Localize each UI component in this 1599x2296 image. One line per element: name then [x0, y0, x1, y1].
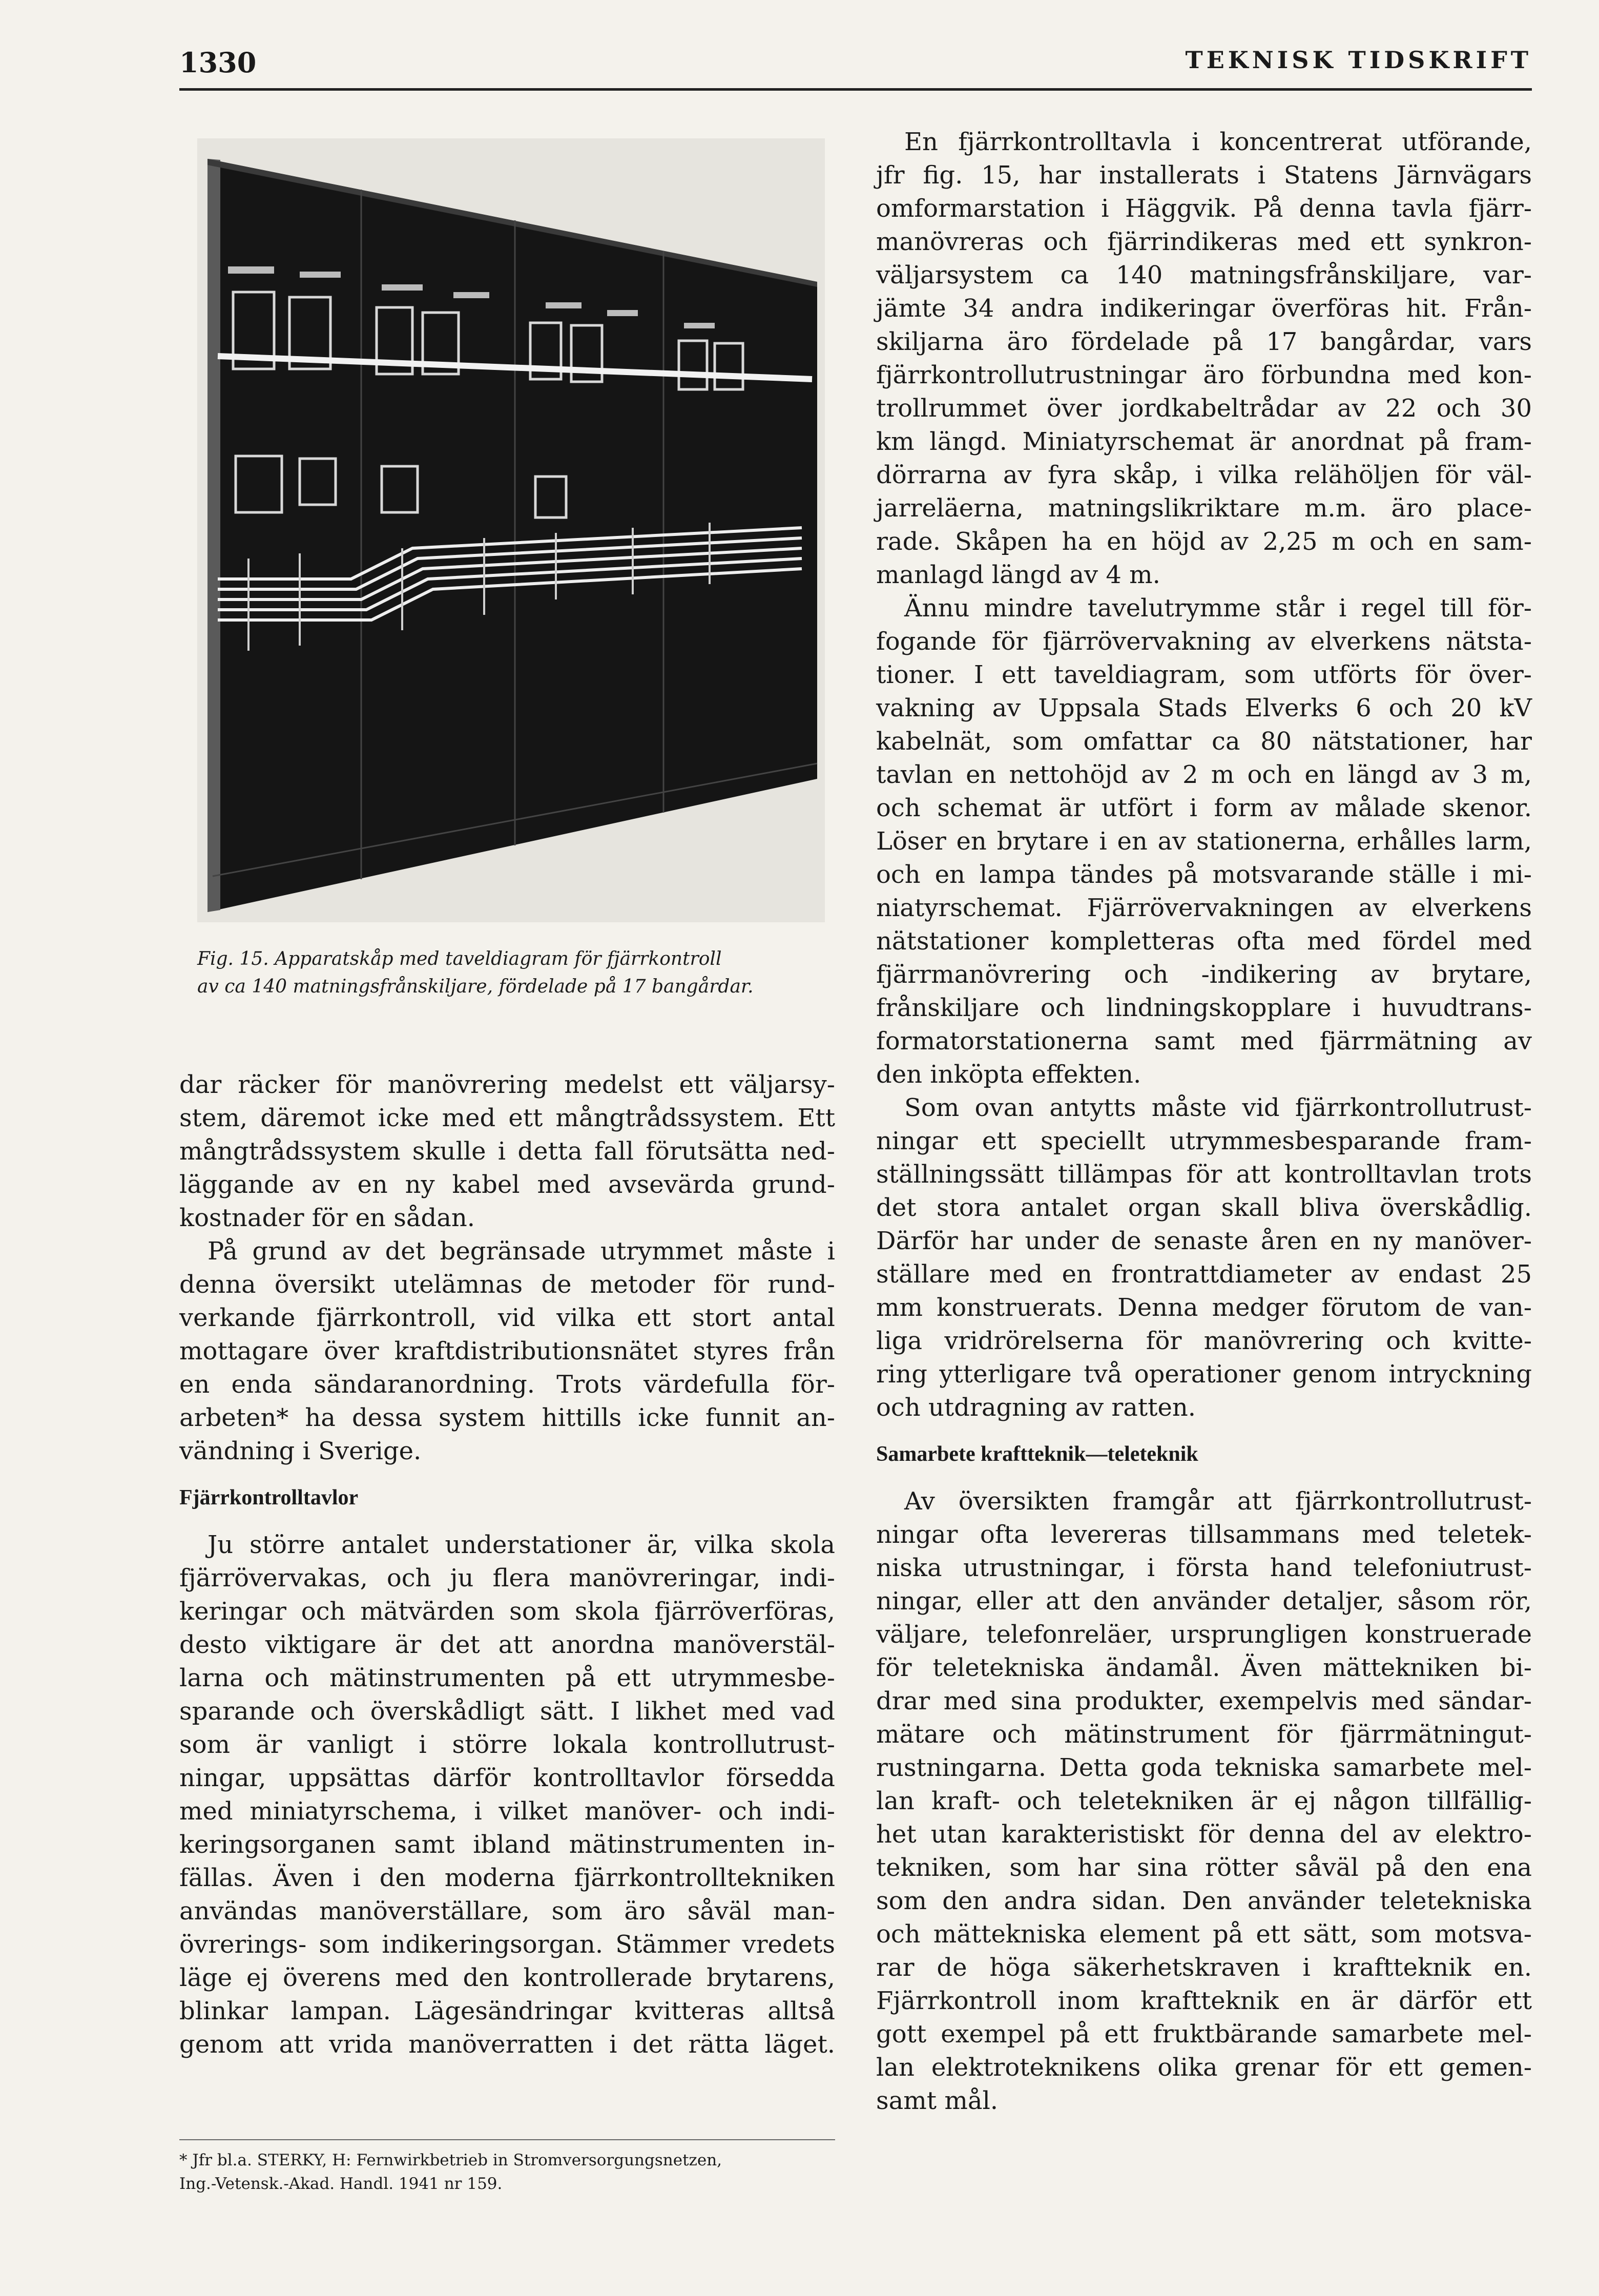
- text-line: Som ovan antytts måste vid fjärrkontrollutrust-: [904, 1093, 1532, 1122]
- text-line: fogande för fjärrövervakning av elverkens nätsta-: [876, 627, 1532, 656]
- text-line: sparande och överskådligt sätt. I likhet med vad: [179, 1697, 835, 1726]
- section-heading: Fjärrkontrolltavlor: [179, 1486, 359, 1509]
- text-line: en enda sändaranordning. Trots värdefulla för-: [179, 1370, 835, 1399]
- text-line: Fjärrkontroll inom kraftteknik en är därför ett: [876, 1987, 1532, 2015]
- text-line: kostnader för en sådan.: [179, 1204, 475, 1232]
- text-line: Löser en brytare i en av stationerna, erhålles larm,: [876, 827, 1532, 856]
- text-line: jämte 34 andra indikeringar överföras hit. Från-: [876, 294, 1532, 323]
- footnote: [179, 2148, 835, 2196]
- text-line: kabelnät, som omfattar ca 80 nätstationer, har: [876, 727, 1532, 756]
- text-line: ningar ofta levereras tillsammans med teletek-: [876, 1520, 1532, 1549]
- text-line: frånskiljare och lindningskopplare i huvudtrans-: [876, 994, 1532, 1022]
- paragraph: [876, 1485, 1532, 2118]
- text-line: det stora antalet organ skall bliva överskådlig.: [876, 1193, 1532, 1222]
- text-line: den inköpta effekten.: [876, 1060, 1141, 1089]
- text-line: denna översikt utelämnas de metoder för rund-: [179, 1270, 835, 1299]
- text-line: keringsorganen samt ibland mätinstrumenten in-: [179, 1830, 835, 1859]
- text-line: väljare, telefonreläer, ursprungligen konstruerade: [876, 1620, 1532, 1649]
- text-line: Ännu mindre tavelutrymme står i regel till för-: [904, 594, 1532, 623]
- text-line: lan elektroteknikens olika grenar för ett gemen-: [876, 2053, 1532, 2082]
- text-line: och en lampa tändes på motsvarande ställe i mi-: [876, 860, 1532, 889]
- text-line: drar med sina produkter, exempelvis med sändar-: [876, 1687, 1532, 1715]
- figure-caption: [197, 945, 843, 1001]
- text-line: användas manöverställare, som äro såväl man-: [179, 1897, 835, 1926]
- text-line: ningar, eller att den använder detaljer, såsom rör,: [876, 1587, 1532, 1616]
- text-line: ningar ett speciellt utrymmesbesparande fram-: [876, 1127, 1532, 1155]
- paragraph: [876, 1091, 1532, 1424]
- text-line: läggande av en ny kabel med avsevärda grund-: [179, 1170, 835, 1199]
- left-column: [179, 1068, 835, 2061]
- text-line: rustningarna. Detta goda tekniska samarbete mel-: [876, 1753, 1532, 1782]
- text-line: ställare med en frontrattdiameter av endast 25: [876, 1260, 1532, 1289]
- paragraph: [179, 1235, 835, 1468]
- text-line: för teletekniska ändamål. Även mättekniken bi-: [876, 1653, 1532, 1682]
- text-line: Ju större antalet understationer är, vilka skola: [207, 1530, 835, 1559]
- text-line: jfr fig. 15, har installerats i Statens Järnvägars: [876, 161, 1532, 190]
- text-line: larna och mätinstrumenten på ett utrymmesbe-: [179, 1664, 835, 1692]
- paragraph: [876, 126, 1532, 592]
- text-line: formatorstationerna samt med fjärrmätning av: [876, 1027, 1532, 1056]
- text-line: niatyrschemat. Fjärrövervakningen av elverkens: [876, 894, 1532, 922]
- text-line: blinkar lampan. Lägesändringar kvitteras alltså: [179, 1997, 835, 2025]
- journal-title: TEKNISK TIDSKRIFT: [1185, 46, 1532, 74]
- caption-line: Fig. 15. Apparatskåp med taveldiagram för fjärrkontroll: [197, 948, 722, 969]
- text-line: lan kraft- och teletekniken är ej någon tillfällig-: [876, 1787, 1532, 1815]
- text-line: desto viktigare är det att anordna manöverstäl-: [179, 1630, 835, 1659]
- text-line: km längd. Miniatyrschemat är anordnat på fram-: [876, 427, 1532, 456]
- text-line: ningar, uppsättas därför kontrolltavlor försedda: [179, 1764, 835, 1792]
- paragraph: [179, 1068, 835, 1235]
- text-line: läge ej överens med den kontrollerade brytarens,: [179, 1963, 835, 1992]
- text-line: stem, däremot icke med ett mångtrådssystem. Ett: [179, 1104, 835, 1132]
- header-rule: [179, 88, 1532, 91]
- text-line: omformarstation i Häggvik. På denna tavla fjärr-: [876, 194, 1532, 223]
- text-line: niska utrustningar, i första hand telefoniutrust-: [876, 1554, 1532, 1582]
- text-line: tekniken, som har sina rötter såväl på den ena: [876, 1853, 1532, 1882]
- text-line: Av översikten framgår att fjärrkontrollutrust-: [904, 1487, 1532, 1516]
- paragraph: [179, 1528, 835, 2061]
- text-line: manlagd längd av 4 m.: [876, 561, 1160, 589]
- text-line: trollrummet över jordkabeltrådar av 22 och 30: [876, 394, 1532, 423]
- text-line: nätstationer kompletteras ofta med fördel med: [876, 927, 1532, 956]
- text-line: ställningssätt tillämpas för att kontrolltavlan trots: [876, 1160, 1532, 1189]
- section-heading: Samarbete kraftteknik—teleteknik: [876, 1442, 1198, 1466]
- text-line: het utan karakteristiskt för denna del av elektro-: [876, 1820, 1532, 1849]
- text-line: verkande fjärrkontroll, vid vilka ett stort antal: [179, 1304, 835, 1332]
- text-line: rar de höga säkerhetskraven i kraftteknik en.: [876, 1953, 1532, 1982]
- text-line: En fjärrkontrolltavla i koncentrerat utförande,: [904, 128, 1532, 156]
- text-line: som den andra sidan. Den använder teletekniska: [876, 1887, 1532, 1915]
- text-line: med miniatyrschema, i vilket manöver- och indi-: [179, 1797, 835, 1826]
- text-line: På grund av det begränsade utrymmet måste i: [207, 1237, 835, 1266]
- text-line: fjärrövervakas, och ju flera manövreringar, indi-: [179, 1564, 835, 1592]
- text-line: fällas. Även i den moderna fjärrkontrolltekniken: [179, 1864, 835, 1892]
- text-line: rade. Skåpen ha en höjd av 2,25 m och en sam-: [876, 527, 1532, 556]
- text-line: samt mål.: [876, 2086, 999, 2115]
- footnote-line: Ing.-Vetensk.-Akad. Handl. 1941 nr 159.: [179, 2175, 503, 2193]
- text-line: jarreläerna, matningslikriktare m.m. äro place-: [876, 494, 1532, 523]
- text-line: Därför har under de senaste åren en ny manöver-: [876, 1227, 1532, 1255]
- text-line: ring ytterligare två operationer genom intryckning: [876, 1360, 1532, 1389]
- text-line: vakning av Uppsala Stads Elverks 6 och 20 kV: [876, 694, 1532, 722]
- text-line: väljarsystem ca 140 matningsfrånskiljare, var-: [876, 261, 1532, 289]
- footnote-line: * Jfr bl.a. STERKY, H: Fernwirkbetrieb in Stromversorgungsnetzen,: [179, 2151, 722, 2169]
- paragraph: [876, 592, 1532, 1091]
- text-line: och utdragning av ratten.: [876, 1393, 1196, 1422]
- text-line: mm konstruerats. Denna medger förutom de van-: [876, 1293, 1532, 1322]
- text-line: tavlan en nettohöjd av 2 m och en längd av 3 m,: [876, 760, 1532, 789]
- text-line: fjärrkontrollutrustningar äro förbundna med kon-: [876, 361, 1532, 389]
- right-column: [876, 126, 1532, 2118]
- caption-line: av ca 140 matningsfrånskiljare, fördelade på 17 bangårdar.: [197, 976, 754, 997]
- text-line: gott exempel på ett fruktbärande samarbete mel-: [876, 2020, 1532, 2049]
- text-line: och schemat är utfört i form av målade skenor.: [876, 794, 1532, 822]
- text-line: liga vridrörelserna för manövrering och kvitte-: [876, 1327, 1532, 1355]
- page-number: 1330: [179, 46, 257, 79]
- footnote-rule: [179, 2139, 835, 2140]
- text-line: arbeten* ha dessa system hittills icke funnit an-: [179, 1403, 835, 1432]
- text-line: som är vanligt i större lokala kontrollutrust-: [179, 1730, 835, 1759]
- text-line: fjärrmanövrering och -indikering av brytare,: [876, 960, 1532, 989]
- text-line: övrerings- som indikeringsorgan. Stämmer vredets: [179, 1930, 835, 1959]
- text-line: genom att vrida manöverratten i det rätta läget.: [179, 2030, 835, 2059]
- text-line: mottagare över kraftdistributionsnätet styres från: [179, 1337, 835, 1366]
- text-line: mångtrådssystem skulle i detta fall förutsätta ned-: [179, 1137, 835, 1166]
- text-line: keringar och mätvärden som skola fjärröverföras,: [179, 1597, 835, 1626]
- text-line: och mättekniska element på ett sätt, som motsva-: [876, 1920, 1532, 1949]
- text-line: mätare och mätinstrument för fjärrmätningut-: [876, 1720, 1532, 1749]
- text-line: manövreras och fjärrindikeras med ett synkron-: [876, 227, 1532, 256]
- text-line: dörrarna av fyra skåp, i vilka relähöljen för väl-: [876, 461, 1532, 489]
- figure-photo-control-cabinet: [197, 138, 825, 922]
- text-line: skiljarna äro fördelade på 17 bangårdar, vars: [876, 327, 1532, 356]
- text-line: vändning i Sverige.: [179, 1437, 422, 1465]
- text-line: tioner. I ett taveldiagram, som utförts för över-: [876, 660, 1532, 689]
- page-header: [179, 36, 1532, 92]
- text-line: dar räcker för manövrering medelst ett väljarsy-: [179, 1070, 835, 1099]
